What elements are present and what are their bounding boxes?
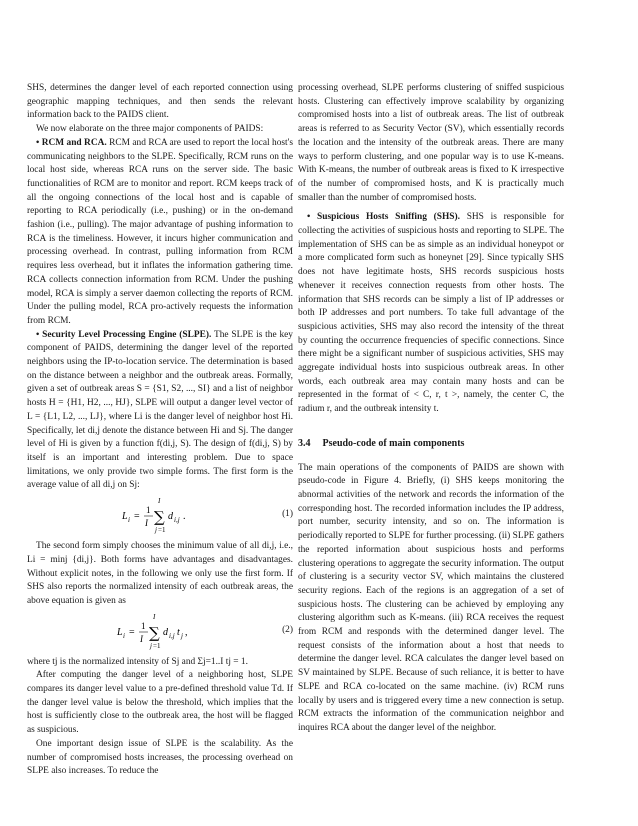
paragraph-slpe [27, 329, 293, 493]
svg-text:i: i [128, 516, 130, 525]
shs-title: • Suspicious Hosts Sniffing (SHS). [307, 212, 460, 223]
equation-2 [27, 611, 293, 651]
equation-2-number: (2) [282, 624, 293, 635]
svg-text:t: t [177, 626, 180, 638]
paragraph-rcm [27, 137, 293, 329]
equation-1-formula [27, 495, 247, 535]
svg-text:=: = [134, 511, 140, 523]
equation-2-formula [27, 611, 247, 651]
shs-body: SHS is responsible for collecting the activities of suspicious hosts and reporting to SLPE. The implementation of SHS can be as simple as an individual honeypot or a more complicated form such as honeynet [29]. Since typically SHS does not have legitimate hosts, SHS records suspicious hosts whenever it receives connection requests from other hosts. The information that SHS records can be simply a list of IP addresses or both IP addresses and port numbers. To take full advantage of the suspicious activities, SHS may also record the intensity of the threat by counting the occurrence frequencies of specific connections. Since there might be a significant number of suspicious activities, SHS may aggregate individual hosts into suspicious outbreak areas. In other words, each outbreak area may contain many hosts and can be represented in the format of < C, r, t >, namely, the center C, the radium r, and the outbreak intensity t. [298, 212, 564, 415]
svg-text:I: I [145, 518, 148, 529]
svg-text:∑: ∑ [149, 623, 160, 642]
paragraph-where: where tj is the normalized intensity of Sj and Σj=1..I tj = 1. [27, 656, 248, 667]
svg-text:I: I [153, 612, 156, 621]
svg-text:I: I [140, 633, 143, 644]
paragraph-components: We now elaborate on the three major components of PAIDS: [36, 124, 264, 135]
svg-text:d: d [168, 511, 173, 523]
paragraph-pseudocode: The main operations of the components of PAIDS are shown with pseudo-code in Figure 4. Briefly, (i) SHS keeps monitoring the abnormal activities of the network and records the information of the corresponding host. The recorded information includes the IP address, port number, security intensity, and so on. The information is periodically reported to SLPE for further processing. (ii) SLPE gathers the reported information about suspicious hosts and performs clustering operations to aggregate the security information. The output of clustering is a security vector SV, which maintains the clustered security regions. Each of the regions is an aggregation of a set of suspicious hosts. The clustering can be achieved by employing any clustering algorithm such as K-means. (iii) RCA receives the request from RCM and responds with the determined danger level. The request consists of the information about a host that needs to determine the danger level. RCA calculates the danger level based on SV maintained by SLPE. Because of such reliance, it is better to have SLPE and RCA co-located on the same machine. (iv) RCM runs locally by users and is triggered every time a new connection is setup. RCM extracts the information of the communication neighbor and inquires RCA about the danger level of the neighbor. [298, 462, 564, 733]
svg-text:d: d [163, 626, 168, 638]
equation-1 [27, 495, 293, 535]
slpe-body: The SLPE is the key component of PAIDS, determining the danger level of the reported neighbors using the IP-to-location service. The determination is based on the distance between a neighbor and the outbreak areas. Formally, given a set of outbreak areas S = {S1, S2, ..., SI} and a list of neighbor hosts H = {H1, H2, ..., HJ}, SLPE will output a danger level vector of L = {L1, L2, ..., LJ}, where Li is the danger level of neighbor host Hi. Specifically, let di,j denote the distance between Hi and Sj. The danger level of Hi is given by a function f(di,j, S). The design of f(di,j, S) by itself is an important and interesting problem. Due to space limitations, we only provide two simple forms. The first form is the average value of all di,j on Sj: [27, 329, 293, 491]
left-column [27, 82, 293, 779]
paragraph-after: After computing the danger level of a neighboring host, SLPE compares its danger level value to a pre-defined threshold value Td. If the danger level value is below the threshold, which implies that the host is sufficiently close to the outbreak area, the host will be flagged as suspicious. [27, 670, 293, 736]
svg-text:j: j [150, 641, 152, 650]
section-number: 3.4 [298, 437, 311, 449]
rcm-title: • RCM and RCA. [36, 137, 107, 148]
section-heading [298, 437, 564, 451]
paragraph-intro: SHS, determines the danger level of each reported connection using geographic mapping techniques, and then sends the relevant information back to the PAIDS client. [27, 83, 293, 121]
section-title: Pseudo-code of main components [322, 437, 465, 449]
svg-text:=1: =1 [153, 641, 161, 650]
svg-text:=1: =1 [158, 526, 166, 535]
svg-text:1: 1 [146, 505, 151, 516]
svg-text:,: , [185, 626, 188, 638]
svg-text:∑: ∑ [154, 508, 165, 527]
right-column [298, 82, 564, 736]
rcm-body: RCM and RCA are used to report the local host's communicating neighbors to the SLPE. Specifically, RCM runs on the local host side, whereas RCA runs on the server side. The basic functionalities of RCM are to monitor and report. RCM keeps track of all the ongoing connections of the local host and is capable of reporting to RCA periodically (i.e., pushing) or in the on-demand fashion (i.e., pulling). The major advantage of pushing information to RCA is the timeliness. However, it incurs higher communication and processing overhead. In contrast, pulling information from RCM requires less overhead, but it inflates the information gathering time. RCA collects connection information from RCM. Under the pushing model, RCA is simply a server daemon collecting the reports of RCM. Under the pulling model, RCA pro-actively requests the information from RCM. [27, 137, 293, 326]
svg-text:j: j [155, 526, 157, 535]
svg-text:L: L [122, 511, 128, 523]
svg-text:1: 1 [141, 620, 146, 631]
paragraph-scalability: One important design issue of SLPE is the scalability. As the number of compromised hosts increases, the processing overhead on SLPE also increases. To reduce the [27, 738, 293, 777]
slpe-title: • Security Level Processing Engine (SLPE). [36, 329, 212, 340]
svg-text:j: j [181, 631, 183, 640]
paragraph-clustering: processing overhead, SLPE performs clustering of sniffed suspicious hosts. Clustering can effectively improve scalability by organizing compromised hosts into a list of outbreak areas. The list of outbreak areas is referred to as Security Vector (SV), which essentially records the location and the intensity of the outbreak areas. There are many ways to perform clustering, and one popular way is to use K-means. With K-means, the number of outbreak areas is fixed to K irrespective of the number of compromised hosts, and K is practically much smaller than the number of compromised hosts. [298, 83, 564, 203]
svg-text:i,j: i,j [169, 631, 175, 640]
paragraph-shs [298, 211, 564, 417]
svg-text:.: . [183, 511, 186, 523]
paragraph-second-form: The second form simply chooses the minimum value of all di,j, i.e., Li = minj {di,j}. Both forms have advantages and disadvantages. Without explicit notes, in the following we only use the first form. If SHS also reports the normalized intensity of each outbreak areas, the above equation is given as [27, 541, 293, 606]
svg-text:L: L [117, 626, 123, 638]
svg-text:i,j: i,j [174, 516, 180, 525]
svg-text:i: i [123, 631, 125, 640]
svg-text:I: I [158, 497, 161, 506]
equation-1-number: (1) [282, 509, 293, 520]
svg-text:=: = [129, 626, 135, 638]
